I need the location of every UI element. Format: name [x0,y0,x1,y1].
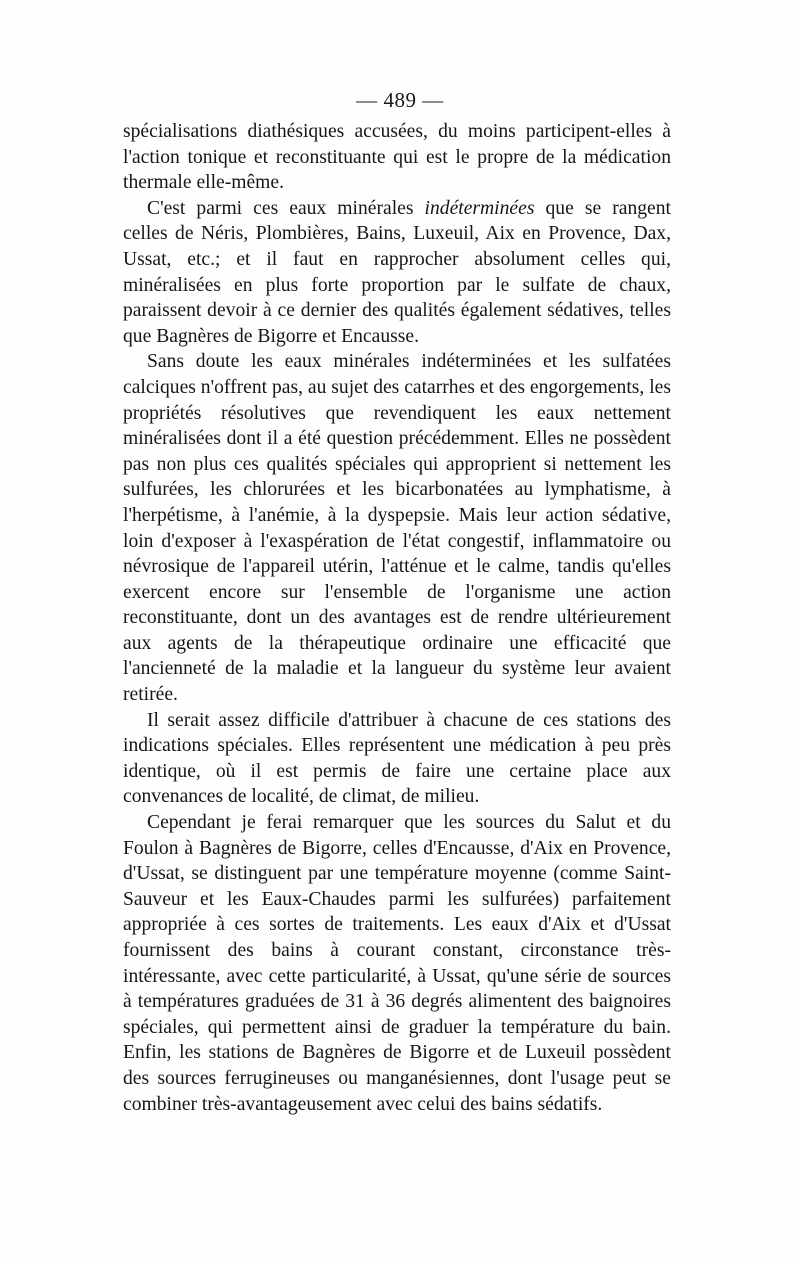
paragraph-4: Il serait assez difficile d'attribuer à chacune de ces stations des indications spéciales. Elles représentent une médication à peu près identique, où il est permis de faire une certaine place aux convenances de localité, de climat, de milieu. [123,709,671,808]
paragraph-1: spécialisations diathésiques accusées, du moins participent-elles à l'action tonique et reconstituante qui est le propre de la médication thermale elle-même. [123,121,671,194]
paragraph-2-before: C'est parmi ces eaux minérales [147,197,425,219]
paragraph-2-emphasis: indéterminées [424,197,535,219]
paragraph-2-after: que se rangent celles de Néris, Plombières, Bains, Luxeuil, Aix en Provence, Dax, Ussat, etc.; et il faut en rapprocher absolument celles qui, minéralisées en plus forte proportion par le sulfate de chaux, paraissent devoir à ce dernier des qualités également sédatives, telles que Bagnères de Bigorre et Encausse. [123,197,671,347]
page-number: — 489 — [356,88,444,112]
paragraph-3: Sans doute les eaux minérales indéterminées et les sulfatées calciques n'offrent pas, au sujet des catarrhes et des engorgements, les propriétés résolutives que revendiquent les eaux nettement minéralisées dont il a été question précédemment. Elles ne possèdent pas non plus ces qualités spéciales qui approprient si nettement les sulfurées, les chlorurées et les bicarbonatées au lymphatisme, à l'herpétisme, à l'anémie, à la dyspepsie. Mais leur action sédative, loin d'exposer à l'exaspération de l'état congestif, inflammatoire ou névrosique de l'appareil utérin, l'atténue et le calme, tandis qu'elles exercent encore sur l'ensemble de l'organisme une action reconstituante, dont un des avantages est de rendre ultérieurement aux agents de la thérapeutique ordinaire une efficacité que l'ancienneté de la maladie et la langueur du système leur avaient retirée. [123,351,671,706]
paragraph-2 [123,196,671,350]
paragraph-5: Cependant je ferai remarquer que les sources du Salut et du Foulon à Bagnères de Bigorre, celles d'Encausse, d'Aix en Provence, d'Ussat, se distinguent par une température moyenne (comme Saint-Sauveur et les Eaux-Chaudes parmi les sulfurées) parfaitement appropriée à ces sortes de traitements. Les eaux d'Aix et d'Ussat fournissent des bains à courant constant, circonstance très-intéressante, avec cette particularité, à Ussat, qu'une série de sources à températures graduées de 31 à 36 degrés alimentent des baignoires spéciales, qui permettent ainsi de graduer la température du bain. Enfin, les stations de Bagnères de Bigorre et de Luxeuil possèdent des sources ferrugineuses ou manganésiennes, dont l'usage peut se combiner très-avantageusement avec celui des bains sédatifs. [123,812,671,1115]
body-text [123,119,671,1117]
